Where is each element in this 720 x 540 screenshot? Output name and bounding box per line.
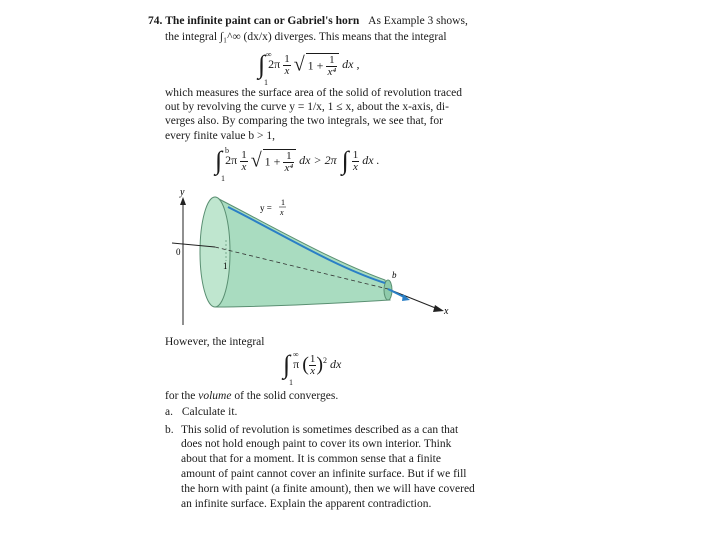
lower-limit: 1 — [264, 78, 268, 87]
volume-line: for the volume of the solid converges. — [165, 390, 339, 402]
gabriels-horn-figure — [160, 185, 460, 335]
part-a: a. Calculate it. — [165, 406, 238, 418]
problem-title: The infinite paint can or Gabriel's horn — [165, 15, 360, 27]
problem-header — [148, 15, 468, 28]
part-b-line-2: about that for a moment. It is common sense that a finite — [181, 453, 441, 465]
curve-label-lhs: y = — [260, 203, 272, 213]
sqrt-sign: √ — [293, 53, 305, 76]
x-axis-label: x — [444, 306, 449, 317]
problem-line-0: As Example 3 shows, — [368, 15, 468, 27]
part-b-line-4: the horn with paint (a finite amount), then we will have covered — [181, 483, 475, 495]
curve-label-num: 1 — [281, 198, 285, 207]
part-b-line-0: This solid of revolution is sometimes described as a can that — [181, 424, 459, 436]
one-label: 1 — [223, 261, 228, 271]
upper-limit: ∞ — [266, 50, 272, 59]
problem-number: 74. — [148, 15, 163, 27]
coef: 2π — [268, 56, 281, 71]
y-axis-arrow — [180, 197, 186, 205]
eq-tail: dx , — [342, 56, 360, 71]
horn-mouth — [200, 197, 230, 307]
problem-line-3: out by revolving the curve y = 1/x, 1 ≤ x, about the x-axis, di- — [165, 101, 449, 113]
surface-area-integral — [258, 52, 360, 86]
part-b-line-1: does not hold enough paint to cover its own interior. Think — [181, 438, 452, 450]
integral-sign: ∫ — [258, 50, 266, 79]
curve-label-den: x — [280, 208, 284, 217]
x-axis-arrow — [433, 305, 444, 312]
part-b-line-3: amount of paint cannot cover an infinite surface. But if we fill — [181, 468, 467, 480]
fraction: $\frac{1}{x}$ — [284, 52, 290, 77]
volume-integral: ∫ ∞ 1 π ( $\frac{1}{x}$ )$^2$ dx — [283, 350, 342, 387]
y-axis-label: y — [180, 187, 185, 198]
however-line: However, the integral — [165, 336, 265, 348]
b-label: b — [392, 270, 397, 280]
part-b-line-5: an infinite surface. Explain the apparent contradiction. — [181, 498, 432, 510]
part-b-label: b. — [165, 424, 174, 436]
problem-line-5: every finite value b > 1, — [165, 130, 275, 142]
comparison-inequality: ∫ b 1 2π $\frac{1}{x}$ √ 1 + $\frac{1}{\text{x⁴}}$ dx > 2π ∫ $\frac{1}{x}$ dx . — [215, 146, 380, 183]
problem-line-1: the integral ∫₁^∞ (dx/x) diverges. This means that the integral — [165, 31, 447, 43]
origin-label: 0 — [176, 247, 181, 257]
problem-line-4: verges also. By comparing the two integrals, we see that, for — [165, 115, 443, 127]
problem-line-2: which measures the surface area of the solid of revolution traced — [165, 87, 462, 99]
radicand: 1 + $\frac{1}{\text{x⁴}}$ — [306, 53, 340, 78]
